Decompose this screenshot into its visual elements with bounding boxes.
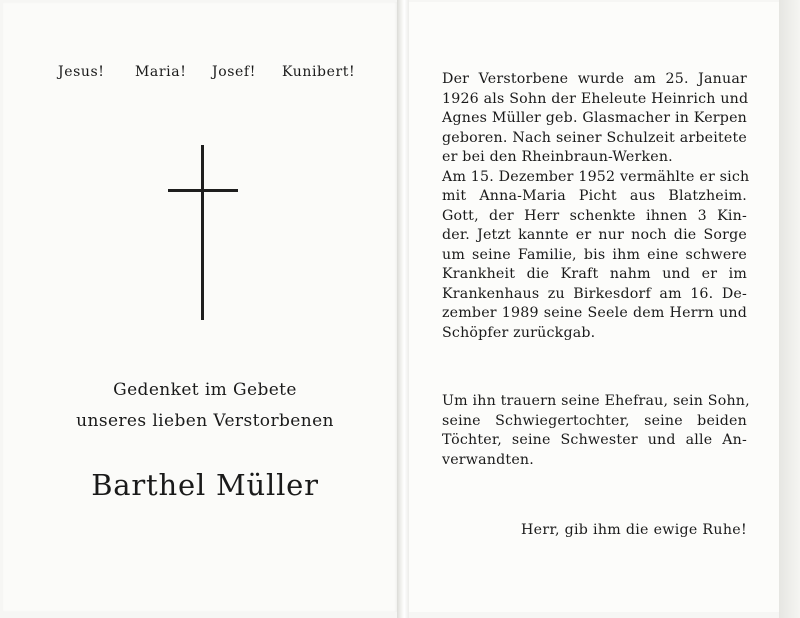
biography-line: der. Jetzt kannte er nur noch die Sorge — [442, 227, 747, 243]
biography-line: 1926 als Sohn der Eheleute Heinrich und — [442, 90, 749, 107]
mourners-line: Um ihn trauern seine Ehefrau, sein Sohn, — [442, 393, 750, 409]
biography-line: Schöpfer zurückgab. — [442, 324, 596, 341]
closing-prayer: Herr, gib ihm die ewige Ruhe! — [521, 522, 747, 538]
card-fold — [397, 0, 409, 618]
invocation-kunibert: Kunibert! — [282, 64, 356, 80]
biography-text — [442, 70, 750, 343]
cross-icon — [168, 145, 238, 320]
biography-line: Krankheit die Kraft nahm und er im — [442, 266, 747, 282]
memorial-line-1: Gedenket im Gebete — [113, 380, 297, 400]
mourners-line: seine Schwiegertochter, seine beiden — [442, 412, 747, 429]
biography-line: Agnes Müller geb. Glasmacher in Kerpen — [442, 110, 747, 126]
biography-line: Gott, der Herr schenkte ihnen 3 Kin- — [442, 207, 747, 224]
biography-line: er bei den Rheinbraun-Werken. — [442, 149, 673, 165]
mourners-line: Töchter, seine Schwester und alle An- — [442, 432, 747, 448]
biography-line: Am 15. Dezember 1952 vermählte er sich — [442, 168, 750, 185]
biography-line: geboren. Nach seiner Schulzeit arbeitete — [442, 129, 747, 146]
deceased-name: Barthel Müller — [91, 468, 319, 502]
mourners-text — [442, 392, 750, 470]
biography-line: zember 1989 seine Seele dem Herrn und — [442, 305, 747, 321]
biography-line: um seine Familie, bis ihm eine schwere — [442, 246, 747, 263]
invocation-josef: Josef! — [212, 64, 256, 80]
invocation-maria: Maria! — [135, 64, 187, 80]
memorial-line-2: unseres lieben Verstorbenen — [76, 411, 334, 431]
biography-line: Krankenhaus zu Birkesdorf am 16. De- — [442, 285, 747, 302]
biography-line: Der Verstorbene wurde am 25. Januar — [442, 71, 747, 87]
card-edge — [779, 0, 800, 618]
mourners-line: verwandten. — [442, 451, 534, 468]
biography-line: mit Anna-Maria Picht aus Blatzheim. — [442, 188, 747, 204]
invocation-jesus: Jesus! — [58, 64, 105, 80]
